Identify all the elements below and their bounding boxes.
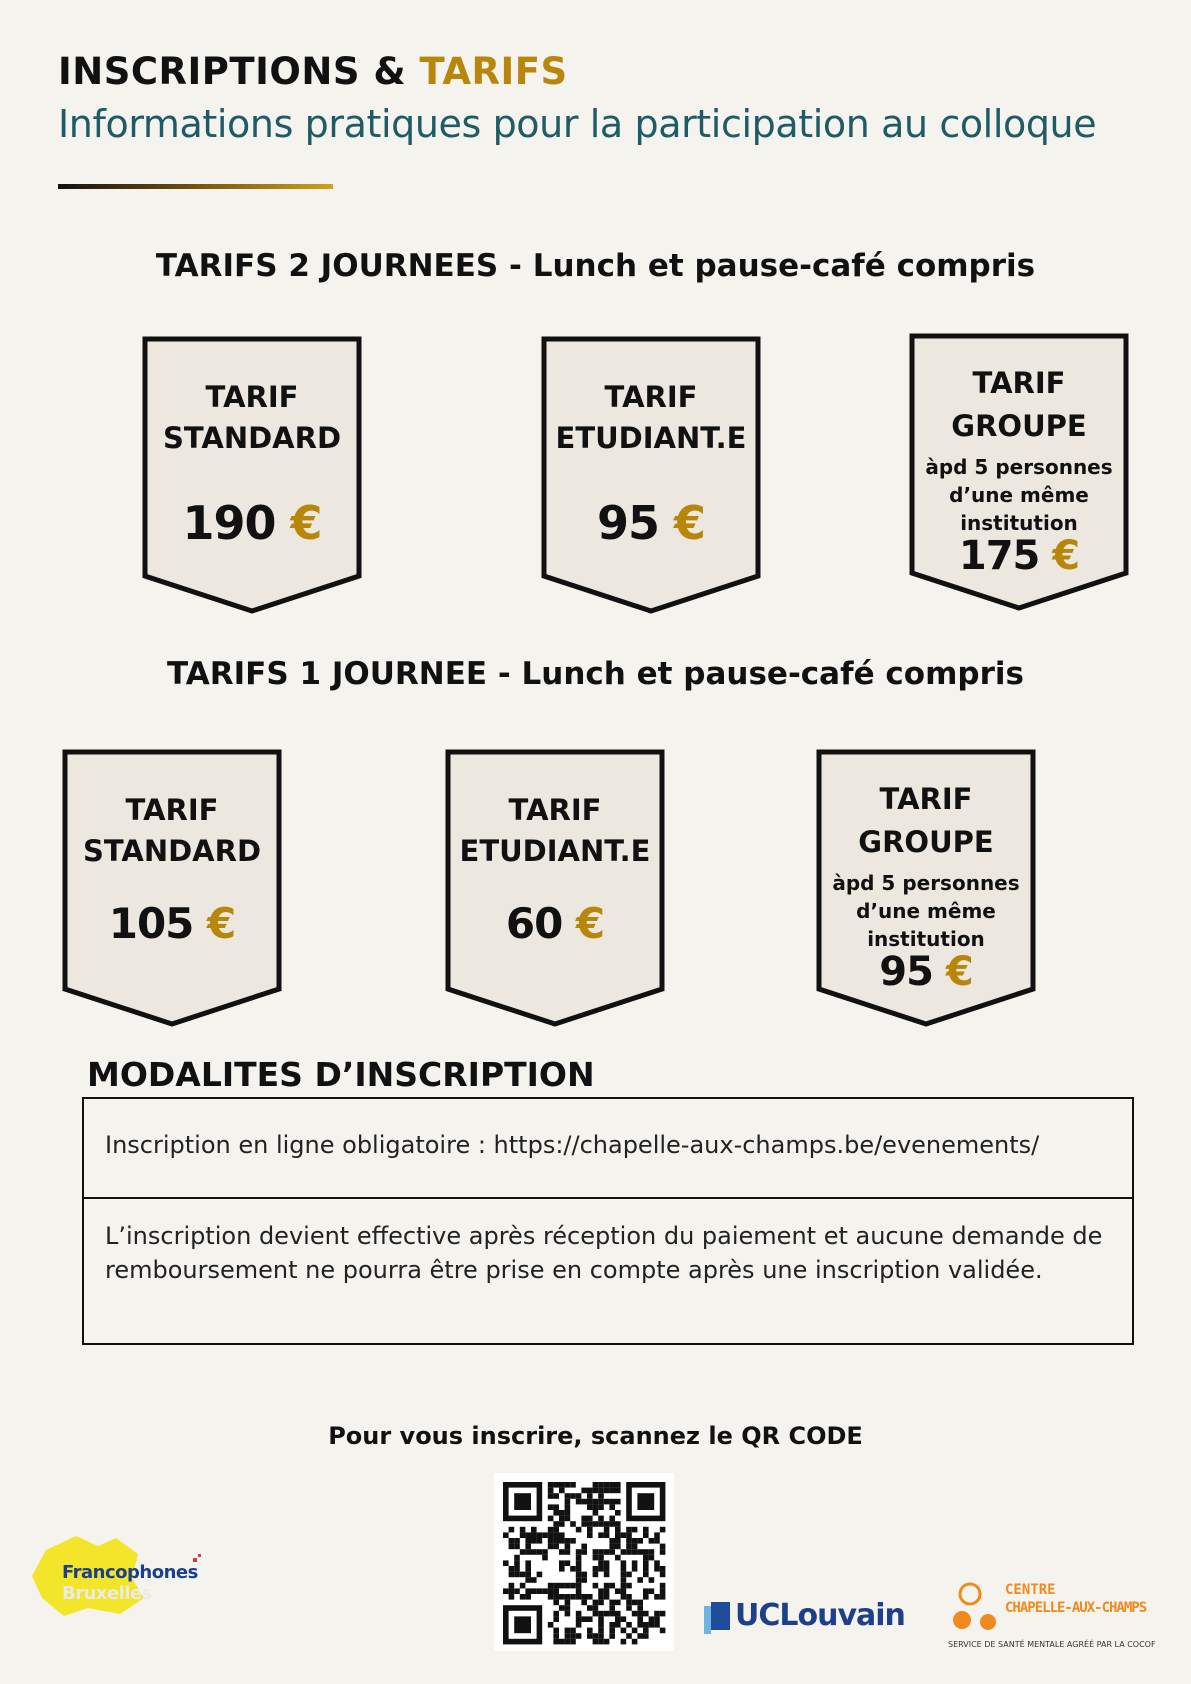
chapelle-logo-tagline: SERVICE DE SANTÉ MENTALE AGRÉÉ PAR LA COCOF — [948, 1640, 1156, 1649]
page-title — [58, 50, 568, 93]
modalites-title: MODALITES D’INSCRIPTION — [87, 1055, 595, 1094]
price-card-group-2d — [909, 333, 1129, 613]
francophones-logo-text2: Bruxelles — [62, 1583, 152, 1604]
card-label-line1: TARIF — [125, 793, 219, 827]
price-card-standard-2d — [142, 336, 362, 616]
chapelle-aux-champs-logo — [948, 1580, 1163, 1655]
francophones-bruxelles-logo — [28, 1528, 208, 1623]
card-label-line2: STANDARD — [162, 421, 342, 455]
card-label-line1: TARIF — [879, 782, 973, 816]
euro-symbol: € — [575, 899, 605, 948]
one-day-heading: TARIFS 1 JOURNEE - Lunch et pause-café compris — [167, 656, 1024, 692]
card-label-line1: TARIF — [508, 793, 602, 827]
card-price — [816, 949, 1036, 995]
card-label-line2: ETUDIANT.E — [459, 834, 651, 868]
qr-caption: Pour vous inscrire, scannez le QR CODE — [328, 1422, 863, 1450]
francophones-logo-text: Francophones — [62, 1562, 198, 1583]
card-price-amount: 105 — [108, 899, 194, 948]
euro-symbol: € — [945, 949, 973, 995]
card-price-amount: 60 — [505, 899, 563, 948]
modalites-table — [82, 1097, 1134, 1345]
euro-symbol: € — [207, 899, 236, 948]
page-title-part1: INSCRIPTIONS & — [58, 50, 420, 93]
euro-symbol: € — [674, 496, 706, 550]
page-title-part2: TARIFS — [419, 50, 568, 93]
card-label-line2: GROUPE — [951, 409, 1087, 443]
card-price — [142, 496, 362, 550]
card-price — [62, 899, 282, 948]
card-price — [909, 533, 1129, 579]
two-days-heading: TARIFS 2 JOURNEES - Lunch et pause-café compris — [155, 248, 1036, 284]
card-label-line2: GROUPE — [858, 825, 994, 859]
uclouvain-logo — [704, 1598, 914, 1638]
title-divider — [58, 184, 333, 189]
euro-symbol: € — [290, 496, 322, 550]
price-card-student-1d — [445, 749, 665, 1029]
qr-code-icon[interactable] — [494, 1473, 674, 1651]
price-card-group-1d — [816, 749, 1036, 1029]
card-label-line1: TARIF — [205, 380, 299, 414]
chapelle-logo-line2: CHAPELLE-AUX-CHAMPS — [1005, 1600, 1147, 1616]
card-label-line1: TARIF — [972, 366, 1066, 400]
page-subtitle: Informations pratiques pour la participation au colloque — [58, 102, 1097, 146]
card-price — [445, 899, 665, 948]
card-label-line2: STANDARD — [82, 834, 262, 868]
card-price-amount: 95 — [596, 496, 659, 550]
card-price-amount: 190 — [182, 496, 276, 550]
price-card-student-2d — [541, 336, 761, 616]
card-price — [541, 496, 761, 550]
modalites-row-online — [84, 1099, 1132, 1199]
price-card-standard-1d — [62, 749, 282, 1029]
card-note: àpd 5 personnes d’une même institution — [925, 455, 1113, 535]
modalites-row-payment: L’inscription devient effective après réception du paiement et aucune demande de remboursement ne pourra être prise en compte après une inscription validée. — [105, 1222, 1103, 1284]
card-note: àpd 5 personnes d’une même institution — [832, 871, 1020, 951]
modalites-online-text[interactable]: Inscription en ligne obligatoire : https://chapelle-aux-champs.be/evenements/ — [105, 1131, 1040, 1159]
chapelle-logo-line1: CENTRE — [1005, 1582, 1056, 1598]
card-label-line2: ETUDIANT.E — [555, 421, 747, 455]
euro-symbol: € — [1052, 533, 1080, 579]
card-price-amount: 95 — [879, 949, 933, 995]
card-label-line1: TARIF — [604, 380, 698, 414]
chapelle-logo-icon — [948, 1580, 1008, 1640]
uclouvain-logo-text: UCLouvain — [735, 1598, 905, 1633]
card-price-amount: 175 — [958, 533, 1040, 579]
